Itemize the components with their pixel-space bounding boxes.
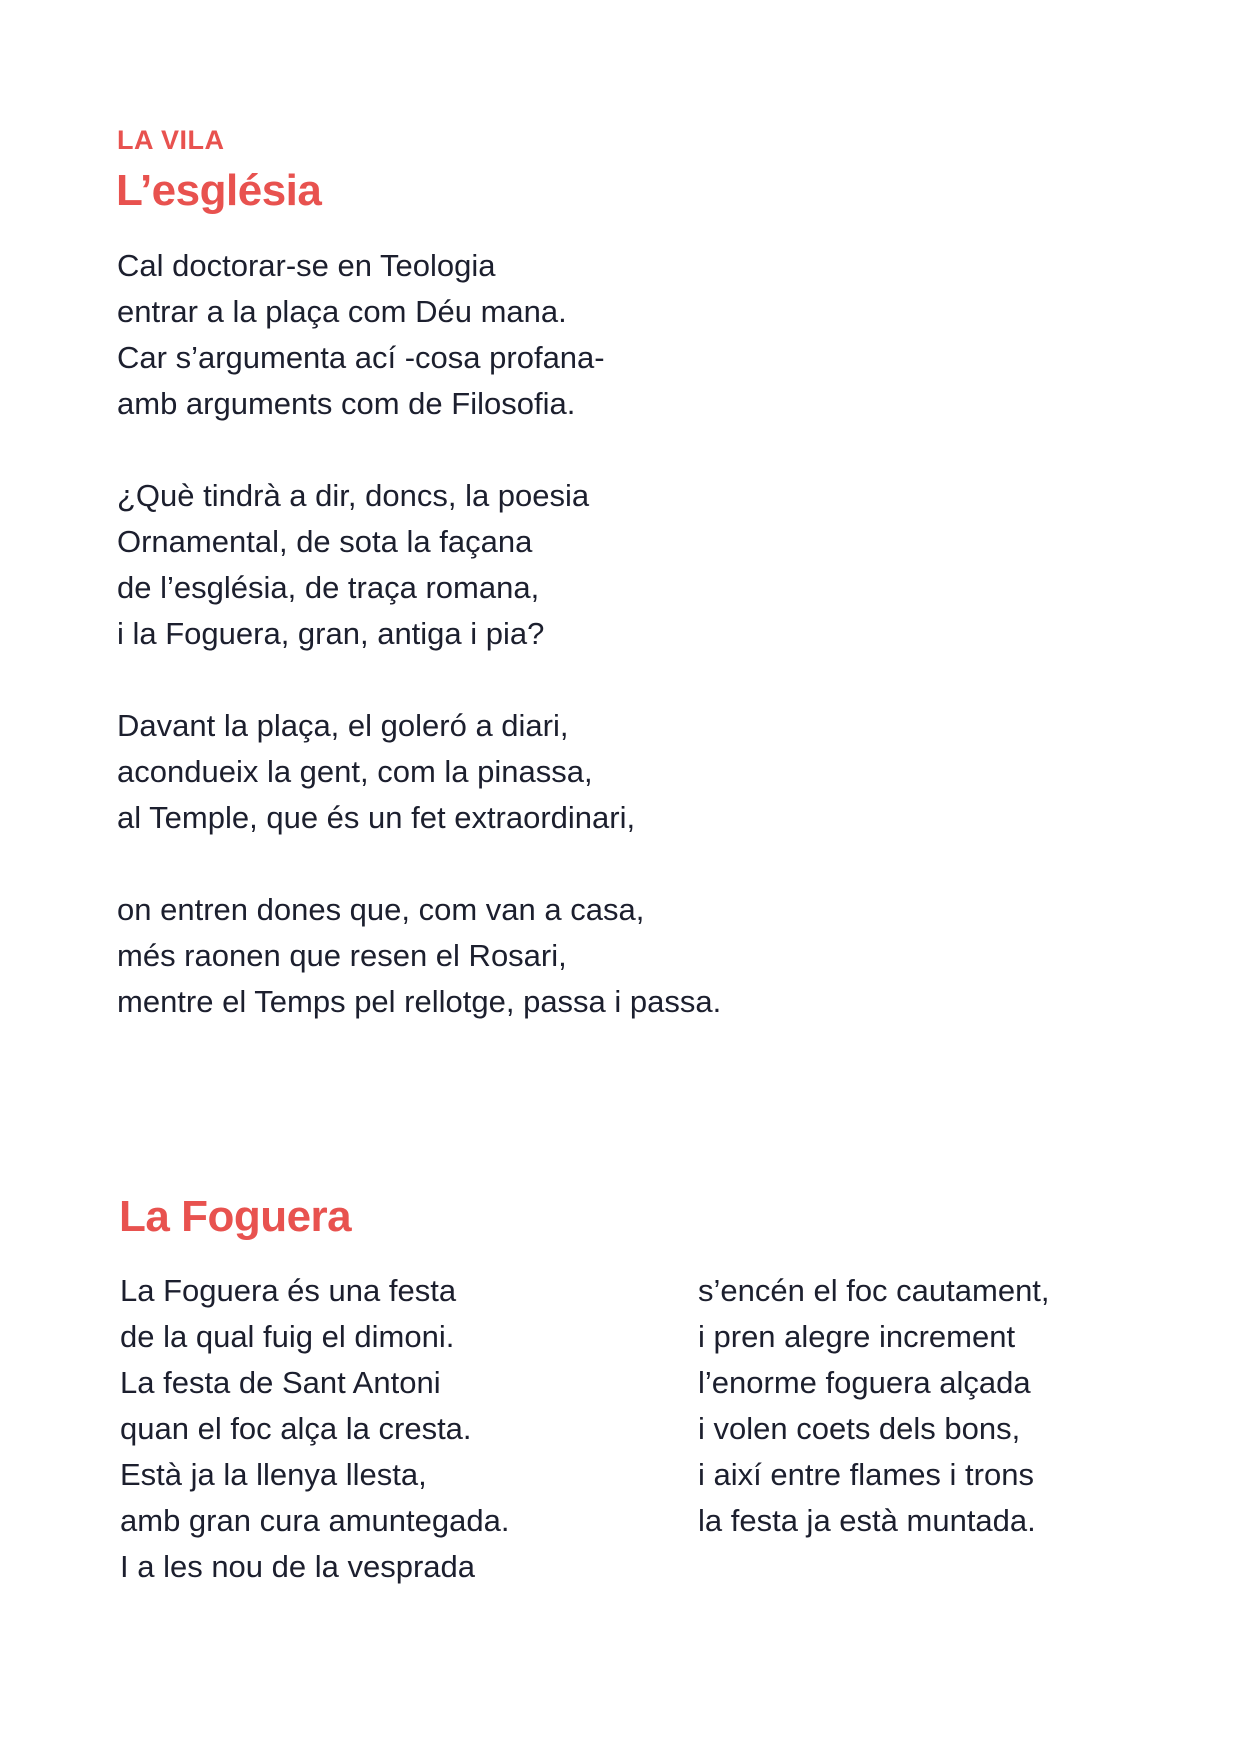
section-kicker: LA VILA: [117, 125, 225, 155]
poem-esglesia: [117, 243, 721, 1025]
poem-line: Car s’argumenta ací -cosa profana-: [117, 340, 605, 375]
poem-line: La festa de Sant Antoni: [120, 1365, 441, 1400]
poem-line: mentre el Temps pel rellotge, passa i passa.: [117, 984, 722, 1019]
poem-line: al Temple, que és un fet extraordinari,: [117, 800, 636, 835]
poem-line: s’encén el foc cautament,: [698, 1273, 1050, 1308]
poem-line: més raonen que resen el Rosari,: [117, 938, 567, 973]
poem-line: entrar a la plaça com Déu mana.: [117, 294, 567, 329]
poem-title-foguera: La Foguera: [119, 1192, 352, 1241]
stanza-gap: [117, 841, 721, 887]
poem-line: la festa ja està muntada.: [698, 1503, 1036, 1538]
stanza-gap: [117, 427, 721, 473]
poem-line: Davant la plaça, el goleró a diari,: [117, 708, 569, 743]
poem-line: i així entre flames i trons: [698, 1457, 1034, 1492]
poem-line: l’enorme foguera alçada: [698, 1365, 1031, 1400]
poem-line: i volen coets dels bons,: [698, 1411, 1021, 1446]
poem-line: La Foguera és una festa: [120, 1273, 457, 1308]
poem-line: de l’església, de traça romana,: [117, 570, 540, 605]
poem-line: amb gran cura amuntegada.: [120, 1503, 510, 1538]
poem-title-esglesia: L’església: [116, 166, 322, 215]
stanza-gap: [117, 657, 721, 703]
poem-line: Cal doctorar-se en Teologia: [117, 248, 496, 283]
poem-line: amb arguments com de Filosofia.: [117, 386, 576, 421]
poem-line: Està ja la llenya llesta,: [120, 1457, 427, 1492]
poem-line: quan el foc alça la cresta.: [120, 1411, 472, 1446]
poem-line: ¿Què tindrà a dir, doncs, la poesia: [117, 478, 590, 513]
poem-line: I a les nou de la vesprada: [120, 1549, 476, 1584]
poem-line: Ornamental, de sota la façana: [117, 524, 533, 559]
poem-foguera-column-right: [698, 1268, 1050, 1544]
poem-line: acondueix la gent, com la pinassa,: [117, 754, 593, 789]
poem-line: i la Foguera, gran, antiga i pia?: [117, 616, 545, 651]
poem-foguera-column-left: [120, 1268, 509, 1590]
poem-line: on entren dones que, com van a casa,: [117, 892, 645, 927]
poem-line: i pren alegre increment: [698, 1319, 1016, 1354]
poem-line: de la qual fuig el dimoni.: [120, 1319, 455, 1354]
